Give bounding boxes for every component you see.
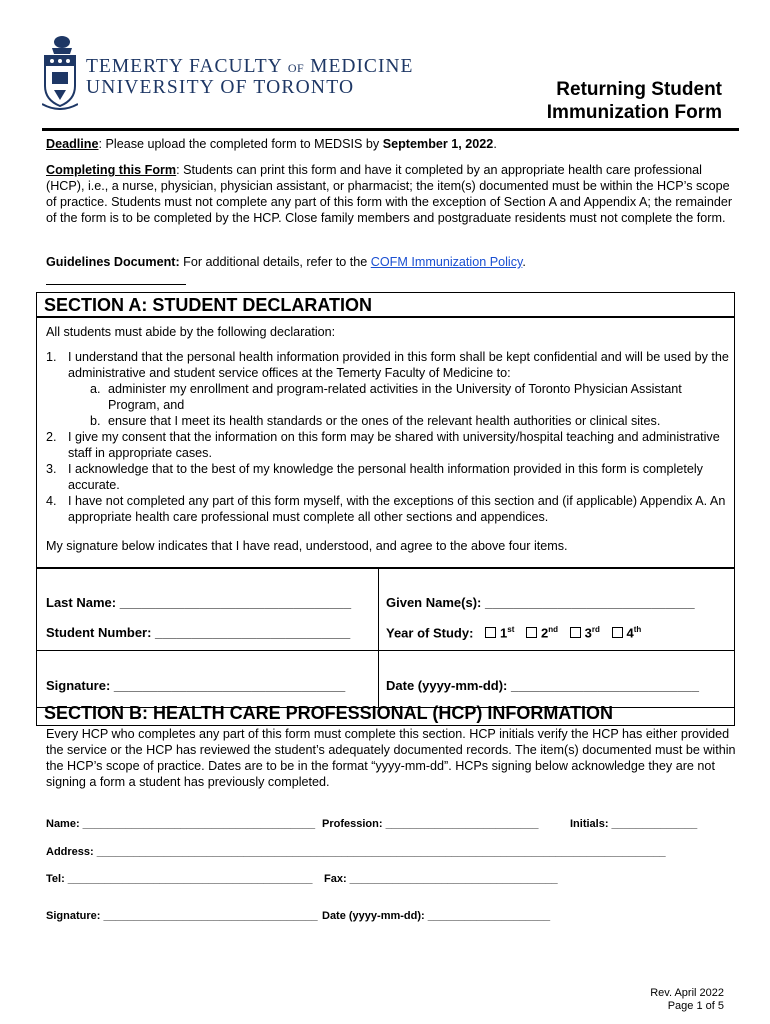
header-rule xyxy=(42,128,739,131)
hcp-signature-field[interactable]: Signature: ___________________________________ xyxy=(46,910,318,922)
given-names-field[interactable]: Given Name(s): _____________________________ xyxy=(386,595,695,610)
list-text: I understand that the personal health information provided in this form shall be kept confidential and will be used by the administrative and student service offices at the Temerty Faculty of Medicine to: xyxy=(68,350,729,380)
logo-faculty-part2: MEDICINE xyxy=(310,56,414,77)
list-text: I have not completed any part of this form myself, with the exceptions of this section and (if applicable) Appendix A. An appropriate health care professional must complete all other sections and appendices. xyxy=(68,494,726,524)
page-footer xyxy=(650,987,724,1013)
section-a-title: SECTION A: STUDENT DECLARATION xyxy=(44,295,372,315)
guidelines-paragraph xyxy=(46,254,736,270)
form-title-line2: Immunization Form xyxy=(546,102,722,123)
list-number: 1. xyxy=(46,350,57,364)
list-item xyxy=(46,429,730,461)
guidelines-text: For additional details, refer to the xyxy=(179,255,371,269)
year-of-study-label: Year of Study: xyxy=(386,625,474,641)
section-b-title: SECTION B: HEALTH CARE PROFESSIONAL (HCP) INFORMATION xyxy=(44,703,613,723)
year-4-checkbox[interactable] xyxy=(612,627,623,638)
hcp-address-field[interactable]: Address: _____________________________________________________________________________________________ xyxy=(46,846,666,858)
completing-label: Completing this Form xyxy=(46,163,177,177)
logo-university-name: UNIVERSITY OF TORONTO xyxy=(86,77,355,98)
student-number-field[interactable]: Student Number: ___________________________ xyxy=(46,625,351,640)
sub-list-text: ensure that I meet its health standards or the ones of the relevant health authorities or clinical sites. xyxy=(108,414,661,428)
section-a-intro: All students must abide by the following declaration: xyxy=(46,325,336,339)
logo-faculty-part1: TEMERTY FACULTY xyxy=(86,56,283,77)
deadline-paragraph xyxy=(46,136,736,152)
year-2-checkbox[interactable] xyxy=(526,627,537,638)
sub-list-letter: b. xyxy=(90,414,101,428)
list-text: I give my consent that the information on this form may be shared with university/hospital teaching and administrative staff in appropriate cases. xyxy=(68,430,720,460)
hcp-tel-field[interactable]: Tel: ________________________________________ xyxy=(46,873,313,885)
list-number: 2. xyxy=(46,430,57,444)
form-title-line1: Returning Student xyxy=(556,79,722,100)
form-grid-middle-rule xyxy=(36,650,735,651)
signature-statement: My signature below indicates that I have read, understood, and agree to the above four items. xyxy=(46,539,568,553)
sub-list-item xyxy=(46,381,730,413)
year-3-suffix: rd xyxy=(591,625,600,634)
list-number: 3. xyxy=(46,462,57,476)
form-grid-top-rule xyxy=(36,567,735,569)
year-1-label: 1 xyxy=(500,625,508,641)
hcp-name-field[interactable]: Name: ______________________________________ xyxy=(46,818,316,830)
policy-link[interactable]: COFM Immunization Policy xyxy=(370,255,523,269)
deadline-date: September 1, 2022 xyxy=(382,137,494,151)
hcp-fax-field[interactable]: Fax: __________________________________ xyxy=(324,873,558,885)
deadline-text: : Please upload the completed form to MEDSIS by xyxy=(98,137,383,151)
hcp-date-field[interactable]: Date (yyyy-mm-dd): ____________________ xyxy=(322,910,551,922)
year-1-suffix: st xyxy=(507,625,515,634)
list-text: I acknowledge that to the best of my knowledge the personal health information provided in this form is completely accurate. xyxy=(68,462,703,492)
year-2-suffix: nd xyxy=(548,625,559,634)
deadline-label: Deadline xyxy=(46,137,99,151)
year-3-checkbox[interactable] xyxy=(570,627,581,638)
page-number: Page 1 of 5 xyxy=(667,1000,724,1012)
logo-faculty-of: OF xyxy=(287,61,305,75)
student-signature-field[interactable]: Signature: ________________________________ xyxy=(46,678,346,693)
list-number: 4. xyxy=(46,494,57,508)
completing-paragraph xyxy=(46,162,736,226)
sub-list-text: administer my enrollment and program-related activities in the University of Toronto Physician Assistant Program, and xyxy=(108,382,682,412)
separator-line xyxy=(46,284,186,285)
year-of-study-group xyxy=(386,625,641,640)
guidelines-end: . xyxy=(522,255,526,269)
student-date-field[interactable]: Date (yyyy-mm-dd): __________________________ xyxy=(386,678,699,693)
last-name-field[interactable]: Last Name: ________________________________ xyxy=(46,595,352,610)
section-a-title-rule xyxy=(36,316,735,318)
declaration-list xyxy=(46,349,730,525)
revision-date: Rev. April 2022 xyxy=(650,987,724,999)
year-4-label: 4 xyxy=(626,625,634,641)
crest-icon xyxy=(42,34,78,110)
deadline-end: . xyxy=(493,137,497,151)
sub-list-letter: a. xyxy=(90,382,101,396)
completing-text: : Students can print this form and have it completed by an appropriate health care professional (HCP), i.e., a nurse, physician, physician assistant, or pharmacist; the item(s) documented must be within the HCP’s scope of practice. Students must not complete any part of this form with the exception of Section A and Appendix A; the remainder of the form is to be completed by the HCP. Close family members and postgraduate residents must not complete the form. xyxy=(46,163,733,225)
list-item xyxy=(46,461,730,493)
form-grid-divider xyxy=(378,567,379,708)
section-b-text: Every HCP who completes any part of this form must complete this section. HCP initials verify the HCP has either provided the service or the HCP has reviewed the student’s adequately documented records. The item(s) documented must be within the HCP’s scope of practice. Dates are to be in the format “yyyy-mm-dd”. HCPs signing below acknowledge they are not signing a form a student has previously completed. xyxy=(46,727,736,789)
list-item xyxy=(46,349,730,381)
guidelines-label: Guidelines Document: xyxy=(46,255,180,269)
year-2-label: 2 xyxy=(541,625,549,641)
university-logo xyxy=(42,34,422,114)
list-item xyxy=(46,493,730,525)
year-1-checkbox[interactable] xyxy=(485,627,496,638)
year-3-label: 3 xyxy=(584,625,592,641)
year-4-suffix: th xyxy=(633,625,642,634)
form-title xyxy=(462,78,722,124)
sub-list-item xyxy=(46,413,730,429)
hcp-initials-field[interactable]: Initials: ______________ xyxy=(570,818,698,830)
logo-faculty-name xyxy=(86,56,413,78)
hcp-profession-field[interactable]: Profession: _________________________ xyxy=(322,818,539,830)
